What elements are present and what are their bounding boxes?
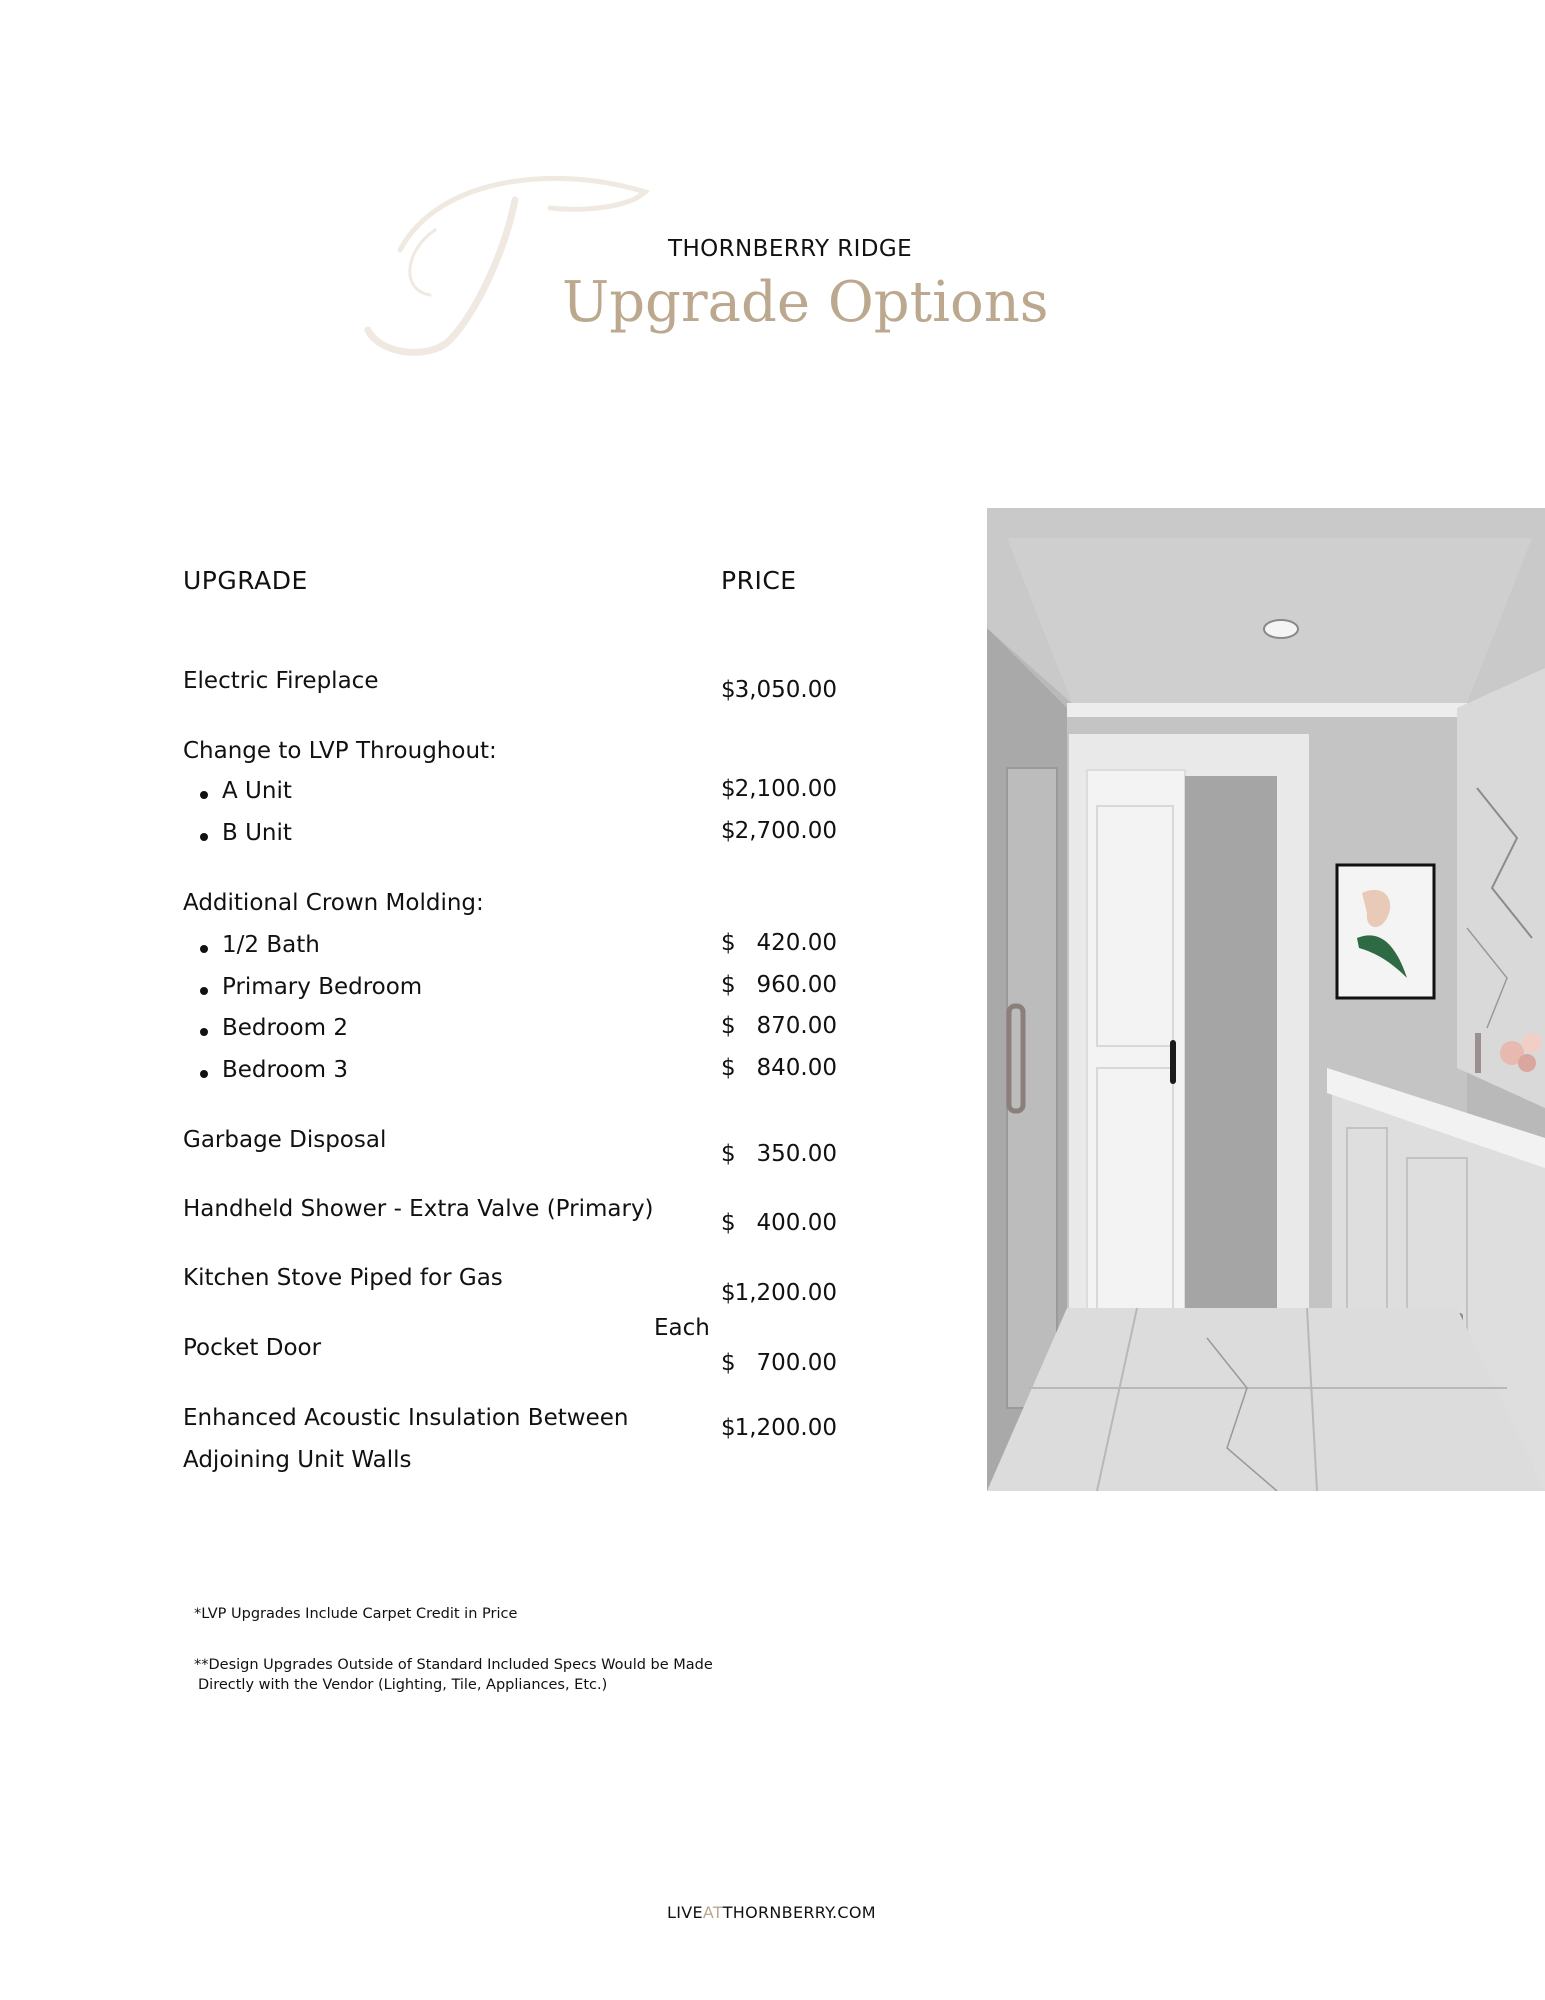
currency-symbol: $ [721, 1280, 736, 1306]
price-note-each: Each [654, 1315, 710, 1341]
price-amount: 870.00 [756, 1013, 837, 1039]
upgrade-price [721, 677, 837, 707]
currency-symbol: $ [721, 972, 736, 998]
upgrade-subitem: A Unit [222, 778, 292, 804]
upgrade-subitem: Bedroom 2 [222, 1015, 348, 1041]
price-amount: 840.00 [756, 1055, 837, 1081]
upgrade-subitem: Bedroom 3 [222, 1057, 348, 1083]
price-amount: 3,050.00 [734, 677, 837, 703]
footnote-design-line-1: **Design Upgrades Outside of Standard Included Specs Would be Made [194, 1657, 713, 1673]
footnote-design-line-2: Directly with the Vendor (Lighting, Tile, Appliances, Etc.) [198, 1677, 608, 1693]
price-amount: 2,100.00 [734, 776, 837, 802]
upgrade-item-line: Enhanced Acoustic Insulation Between [183, 1405, 629, 1431]
upgrade-subitem: Primary Bedroom [222, 974, 423, 1000]
upgrade-item: Handheld Shower - Extra Valve (Primary) [183, 1196, 654, 1222]
page-title: Upgrade Options [562, 270, 1049, 335]
upgrade-item: Garbage Disposal [183, 1127, 387, 1153]
upgrade-item: Pocket Door [183, 1335, 322, 1361]
currency-symbol: $ [721, 1415, 736, 1441]
currency-symbol: $ [721, 1141, 736, 1167]
price-amount: 350.00 [756, 1141, 837, 1167]
upgrade-subitem: 1/2 Bath [222, 932, 320, 958]
currency-symbol: $ [721, 1013, 736, 1039]
price-amount: 400.00 [756, 1210, 837, 1236]
upgrade-price [721, 1210, 837, 1240]
currency-symbol: $ [721, 818, 736, 844]
upgrade-price [721, 930, 837, 960]
url-part-domain: THORNBERRY.COM [722, 1903, 876, 1922]
upgrade-price [721, 1013, 837, 1043]
upgrade-price [721, 1141, 837, 1171]
currency-symbol: $ [721, 1350, 736, 1376]
upgrade-subitem: B Unit [222, 820, 292, 846]
website-link[interactable] [667, 1903, 876, 1922]
upgrade-item: Kitchen Stove Piped for Gas [183, 1265, 503, 1291]
price-amount: 960.00 [756, 972, 837, 998]
price-amount: 2,700.00 [734, 818, 837, 844]
column-header-price: PRICE [721, 566, 797, 595]
upgrade-price [721, 972, 837, 1002]
currency-symbol: $ [721, 1055, 736, 1081]
upgrade-item: Additional Crown Molding: [183, 890, 484, 916]
upgrade-price [721, 818, 837, 848]
currency-symbol: $ [721, 1210, 736, 1236]
column-header-upgrade: UPGRADE [183, 566, 308, 595]
upgrade-price [721, 1415, 837, 1445]
currency-symbol: $ [721, 677, 736, 703]
url-part-at: AT [702, 1903, 723, 1922]
upgrade-item: Electric Fireplace [183, 668, 379, 694]
footnote-lvp: *LVP Upgrades Include Carpet Credit in Price [194, 1606, 518, 1622]
upgrade-item-line: Adjoining Unit Walls [183, 1447, 412, 1473]
brand-name: THORNBERRY RIDGE [668, 236, 913, 262]
price-amount: 1,200.00 [734, 1415, 837, 1441]
upgrade-price [721, 1055, 837, 1085]
upgrade-item: Change to LVP Throughout: [183, 738, 497, 764]
upgrade-price [721, 1350, 837, 1380]
price-amount: 1,200.00 [734, 1280, 837, 1306]
bathroom-render-image [987, 508, 1545, 1491]
upgrade-price [721, 1280, 837, 1310]
currency-symbol: $ [721, 776, 736, 802]
price-amount: 700.00 [756, 1350, 837, 1376]
currency-symbol: $ [721, 930, 736, 956]
url-part-live: LIVE [667, 1903, 703, 1922]
upgrade-price [721, 776, 837, 806]
price-amount: 420.00 [756, 930, 837, 956]
